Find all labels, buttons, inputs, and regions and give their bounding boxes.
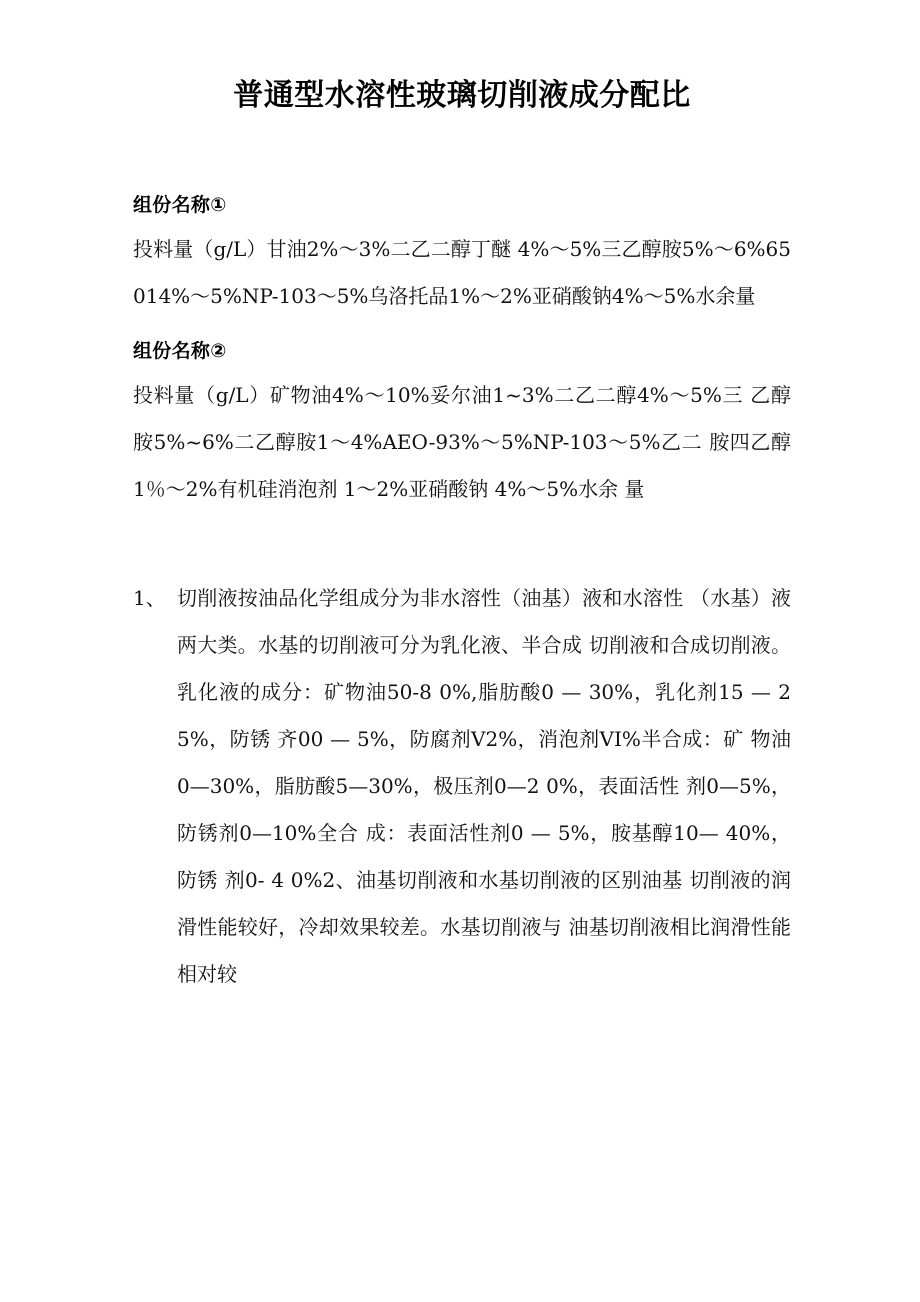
document-content — [133, 0, 791, 998]
list-item — [133, 575, 791, 998]
section-heading-1: 组份名称① — [133, 194, 227, 216]
page-title: 普通型水溶性玻璃切削液成分配比 — [233, 78, 691, 113]
section-body-1: 投料量（g/L）甘油2%〜3%二乙二醇丁醚 4%〜5%三乙醇胺5%〜6%65014%〜5%NP-103〜5%乌洛托品1%〜2%亚硝酸钠4%〜5%水余量 — [133, 237, 791, 308]
section-body-2: 投料量（g/L）矿物油4%〜10%妥尔油1~3%二乙二醇4%〜5%三 乙醇胺5%~6%二乙醇胺1〜4%AEO-93%〜5%NP-103〜5%乙二 胺四乙醇 1％〜2%有机硅消泡剂 1〜2%亚硝酸钠 4%〜5%水余 量 — [133, 383, 791, 501]
list-item-marker: 1、 — [133, 586, 166, 610]
list-item-text: 切削液按油品化学组成分为非水溶性（油基）液和水溶性 （水基）液两大类。水基的切削液可分为乳化液、半合成 切削液和合成切削液。乳化液的成分：矿物油50-8 0%,脂肪酸0 — 30%，乳化剂15 — 25%，防锈 齐00 — 5%，防腐剂V2%，消泡剂VI%半合成：矿 物油0—30%，脂肪酸5—30%，极压剂0—2 0%，表面活性 剂0—5%，防锈剂0—10%全合 成：表面活性剂0 — 5%，胺基醇10— 40%，防锈 剂0- 4 0%2、油基切削液和水基切削液的区别油基 切削液的润滑性能较好，冷却效果较差。水基切削液与 油基切削液相比润滑性能相对较 — [177, 586, 791, 986]
numbered-list — [133, 513, 791, 998]
section-heading-2: 组份名称② — [133, 340, 227, 362]
